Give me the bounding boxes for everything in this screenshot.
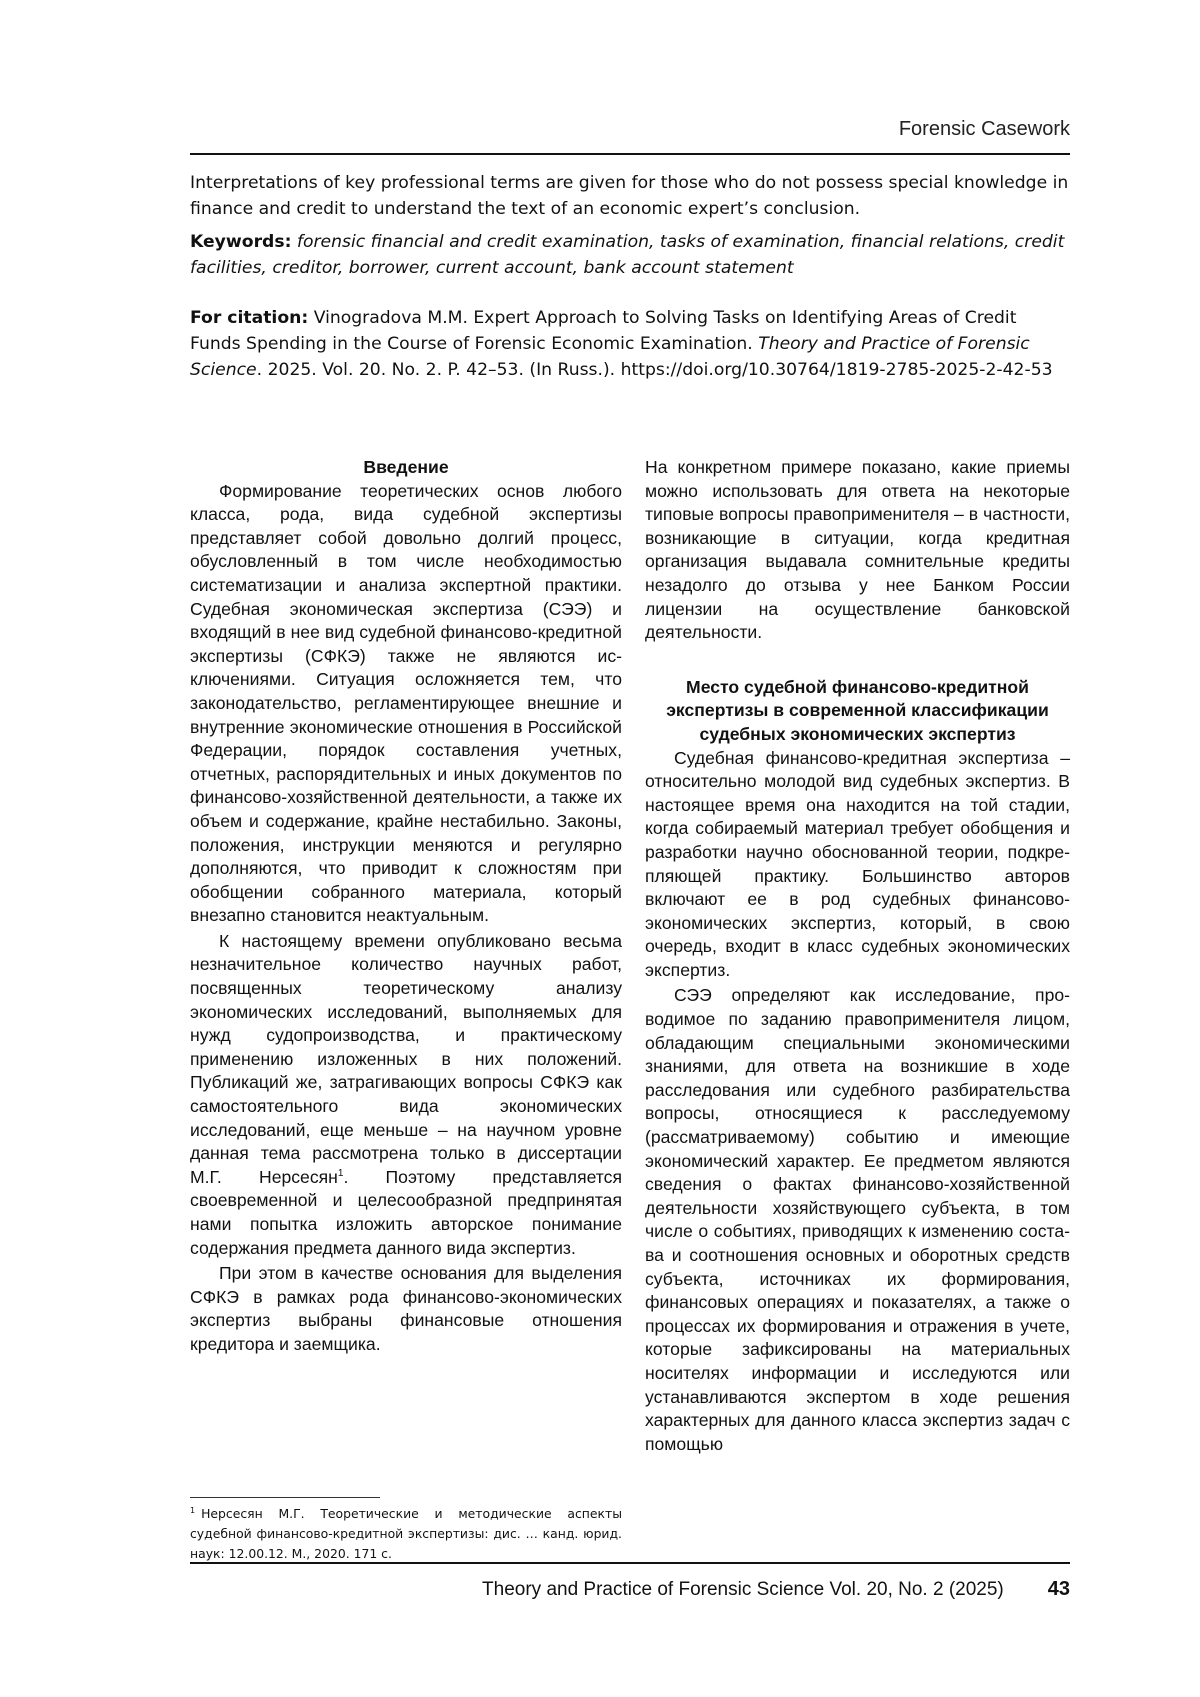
running-head: Forensic Casework [898, 118, 1070, 140]
footnote-mark: 1 [190, 1505, 196, 1515]
page-number: 43 [1047, 1578, 1070, 1600]
paragraph: При этом в качестве основания для выделения СФКЭ в рамках рода финансово-экономических экспертиз выбраны финансовые отношения кредитора и заемщика. [190, 1263, 622, 1354]
citation-tail: . 2025. Vol. 20. No. 2. P. 42–53. (In Russ.). https://doi.org/10.30764/1819-2785-2025-2-42-53 [256, 360, 1053, 380]
footnote-text: Нерсесян М.Г. Теоретические и методические аспекты судебной финансово-кредитной экспертизы: дис. … канд. юрид. наук: 12.00.12. М., 2020. 171 с. [190, 1506, 622, 1561]
right-column [645, 456, 1070, 1458]
keywords-label: Keywords: [190, 232, 292, 252]
citation-label: For citation: [190, 308, 309, 328]
keywords [190, 229, 1070, 281]
citation-journal: Theory and Practice of Forensic Science [190, 334, 1030, 380]
paragraph [190, 930, 622, 1260]
paragraph-text: . Поэтому представляется своевременной и целесообразной предпринятая нами попытка изложить авторское понимание содержания предмета данного вида экспертиз. [190, 1166, 622, 1258]
paragraph: Формирование теоретических основ любого класса, рода, вида судебной экспертизы представляет собой довольно долгий процесс, обусловленный в том числе необходимостью систематизации и анализа экспертной практики. Судебная экономическая экспертиза (СЭЭ) и входящий в нее вид судебной финансово-кредитной экспертизы (СФКЭ) также не являются исключениями. Ситуация осложняется тем, что законодательство, регламентирующее внешние и внутренние экономические отношения в Российской Федерации, порядок составления учетных, отчетных, распорядительных и иных документов по финансово-хозяйственной деятельности, а также их объем и содержание, крайне нестабильно. Законы, положения, инструкции меняются и регулярно дополняются, что приводит к сложностям при обобщении собранного материала, который внезапно становится неактуальным. [190, 480, 622, 926]
citation [190, 305, 1070, 383]
abstract-block [190, 170, 1070, 383]
footer-rule [190, 1562, 1070, 1564]
abstract-text: Interpretations of key professional terms are given for those who do not possess special knowledge in finance and credit to understand the text of an economic expert’s conclusion. [190, 173, 1069, 219]
footnote-reference[interactable]: 1 [337, 1167, 344, 1179]
header-rule [190, 153, 1070, 155]
journal-name: Theory and Practice of Forensic Science Vol. 20, No. 2 (2025) [482, 1579, 1004, 1600]
paragraph: СЭЭ определяют как исследование, проводимое по заданию правоприменителя лицом, обладающим специальными экономическими знаниями, для ответа на возникшие в ходе расследования или судебного разбирательства вопросы, относящиеся к расследуемому (рассматриваемому) событию и имеющие экономический характер. Ее предметом являются сведения о фактах финансово-хозяйственной деятельности хозяйствующего субъекта, в том числе о событиях, приводящих к изменению состава и соотношения основных и оборотных средств субъекта, источниках их формирования, финансовых операциях и показателях, а также о процессах их формирования и отражения в учете, которые зафиксированы на материальных носителях информации и исследуются или устанавливаются экспертом в ходе решения характерных для данного класса экспертиз задач с помощью [645, 985, 1070, 1454]
paragraph: На конкретном примере показано, какие приемы можно использовать для ответа на некоторые типовые вопросы правоприменителя – в частности, возникающие в ситуации, когда кредитная организация выдавала сомнительные кредиты незадолго до отзыва у нее Банком России лицензии на осуществление банковской деятельности. [645, 457, 1070, 643]
paragraph: Судебная финансово-кредитная экспертиза – относительно молодой вид судебных экспертиз. В настоящее время она находится на той стадии, когда собираемый материал требует обобщения и разработки научно обоснованной теории, подкрепляющей практику. Большинство авторов включают ее в род судебных финансово-экономических экспертиз, который, в свою очередь, входит в класс судебных экономических экспертиз. [645, 747, 1070, 980]
footnote-rule [190, 1497, 380, 1498]
page-footer [190, 1578, 1070, 1601]
keywords-list: forensic financial and credit examination, tasks of examination, financial relations, credit facilities, creditor, borrower, current account, bank account statement [190, 232, 1065, 278]
section-heading-classification: Место судебной финансово-кредитной экспертизы в современной классификации судебных экономических экспертиз [666, 676, 1049, 744]
citation-main: Vinogradova M.M. Expert Approach to Solving Tasks on Identifying Areas of Credit Funds Spending in the Course of Forensic Economic Examination. [190, 308, 1017, 354]
paragraph-text: К настоящему времени опубликовано весьма незначительное количество научных работ, посвященных теоретическому анализу экономических исследований, выполняемых для нужд судопроизводства, и практическому применению изложенных в них положений. Публикаций же, затрагивающих вопросы СФКЭ как самостоятельного вида экономических исследований, еще меньше – на научном уровне данная тема рассмотрена только в диссертации М.Г. Нерсесян [190, 930, 622, 1187]
left-column [190, 456, 622, 1359]
footnote [190, 1504, 622, 1564]
section-heading-intro: Введение [363, 457, 449, 477]
